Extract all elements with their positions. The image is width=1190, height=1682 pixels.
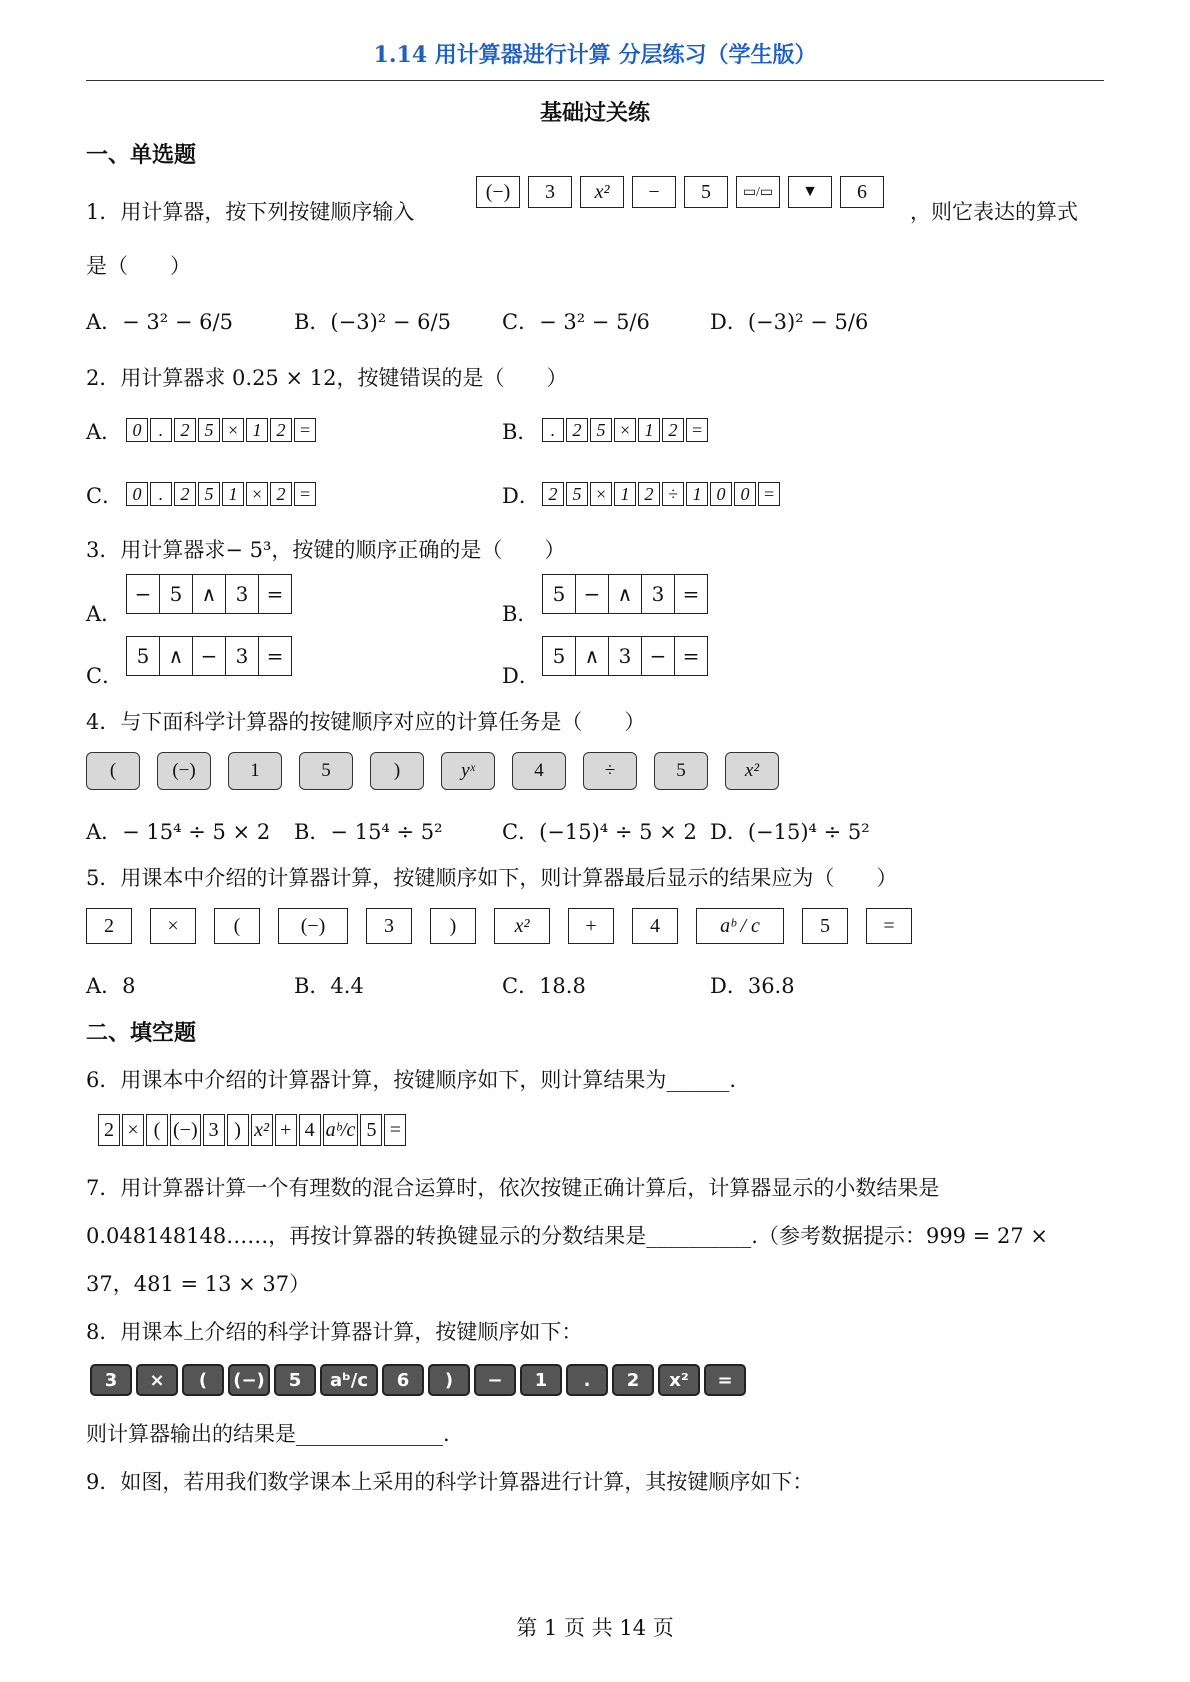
q8-key: 2 — [612, 1364, 654, 1396]
q1-text-b: ，则它表达的算式 — [910, 200, 1078, 224]
q2-label-d: D． — [502, 484, 540, 508]
q6-text: 6．用课本中介绍的计算器计算，按键顺序如下，则计算结果为______. — [86, 1068, 737, 1092]
q1-key: ▭/▭ — [736, 176, 780, 208]
q4-key: 4 — [512, 752, 566, 790]
q1-key: − — [632, 176, 676, 208]
q8-key: 5 — [274, 1364, 316, 1396]
q2-key: 2 — [542, 482, 564, 506]
q3-text: 3．用计算器求− 5³，按键的顺序正确的是（ ） — [86, 538, 566, 562]
q3-key: 5 — [127, 637, 160, 675]
q2-option-a-keys — [126, 418, 318, 442]
q5-key: ( — [214, 908, 260, 944]
q3-key: ∧ — [193, 575, 226, 613]
header-rule — [86, 80, 1104, 81]
q3-key: 3 — [226, 575, 259, 613]
q1-key: 3 — [528, 176, 572, 208]
q4-key: (−) — [157, 752, 211, 790]
section-heading-fill-blank: 二、填空题 — [86, 1020, 197, 1046]
q8-key: ) — [428, 1364, 470, 1396]
q3-key: 5 — [543, 575, 576, 613]
section-subtitle: 基础过关练 — [539, 100, 650, 126]
q1-text-c: 是（ ） — [86, 254, 191, 278]
q4-option-c: C．(−15)⁴ ÷ 5 × 2 — [502, 820, 697, 844]
q8-key: 1 — [520, 1364, 562, 1396]
q5-key-sequence — [86, 908, 930, 944]
q6-key: = — [384, 1114, 406, 1146]
q4-text: 4．与下面科学计算器的按键顺序对应的计算任务是（ ） — [86, 710, 646, 734]
q5-key: ) — [430, 908, 476, 944]
q2-label-b: B． — [502, 420, 539, 444]
q3-key: = — [266, 582, 284, 606]
q3-option-b-keys — [542, 574, 708, 614]
q2-key: 0 — [710, 482, 732, 506]
q2-key: 1 — [686, 482, 708, 506]
q5-key: x² — [494, 908, 550, 944]
q1-option-c: C．− 3² − 5/6 — [502, 310, 650, 334]
q3-key: ∧ — [609, 575, 642, 613]
q5-key: 3 — [366, 908, 412, 944]
q5-key: 5 — [802, 908, 848, 944]
q2-key: 5 — [566, 482, 588, 506]
q8-key-sequence — [90, 1364, 750, 1396]
q2-key: 5 — [590, 418, 612, 442]
q1-option-d: D．(−3)² − 5/6 — [710, 310, 869, 334]
q2-key: 2 — [566, 418, 588, 442]
q5-key: = — [866, 908, 912, 944]
q2-key: 1 — [246, 418, 268, 442]
q8-key: × — [136, 1364, 178, 1396]
q3-key: ∧ — [576, 637, 609, 675]
q5-key: (−) — [278, 908, 348, 944]
q2-key: 5 — [198, 418, 220, 442]
q1-key: 5 — [684, 176, 728, 208]
q8-key: aᵇ/c — [320, 1364, 378, 1396]
q2-key: = — [294, 418, 316, 442]
q4-key: ) — [370, 752, 424, 790]
q2-option-d-keys — [542, 482, 782, 506]
q3-option-d-keys — [542, 636, 708, 676]
q2-key: 0 — [734, 482, 756, 506]
q8-key: x² — [658, 1364, 700, 1396]
q8-after-text: 则计算器输出的结果是______________. — [86, 1422, 450, 1446]
q5-text: 5．用课本中介绍的计算器计算，按键顺序如下，则计算器最后显示的结果应为（ ） — [86, 866, 898, 890]
q8-key: ( — [182, 1364, 224, 1396]
q3-option-a-keys — [126, 574, 292, 614]
q8-key: . — [566, 1364, 608, 1396]
q6-key: 5 — [360, 1114, 382, 1146]
q2-key: × — [590, 482, 612, 506]
q3-key: − — [642, 637, 675, 675]
q4-option-b: B．− 15⁴ ÷ 5² — [294, 820, 443, 844]
q5-key: aᵇ / c — [696, 908, 784, 944]
q8-key: − — [474, 1364, 516, 1396]
q8-key: = — [704, 1364, 746, 1396]
q5-key: 4 — [632, 908, 678, 944]
q3-key: 3 — [226, 637, 259, 675]
q8-key: 3 — [90, 1364, 132, 1396]
q5-option-b: B．4.4 — [294, 974, 364, 998]
q1-option-b: B．(−3)² − 6/5 — [294, 310, 451, 334]
q2-label-c: C． — [86, 484, 124, 508]
section-heading-single-choice: 一、单选题 — [86, 142, 197, 168]
q6-key: 3 — [203, 1114, 225, 1146]
q2-key: 1 — [222, 482, 244, 506]
q2-key: 2 — [174, 418, 196, 442]
q6-key: ( — [146, 1114, 168, 1146]
q2-key: . — [542, 418, 564, 442]
q6-key: x² — [251, 1114, 273, 1146]
q7-line-1: 7．用计算器计算一个有理数的混合运算时，依次按键正确计算后，计算器显示的小数结果是 — [86, 1176, 940, 1200]
q5-option-c: C．18.8 — [502, 974, 586, 998]
q2-option-b-keys — [542, 418, 710, 442]
q2-key: . — [150, 482, 172, 506]
q2-key: 2 — [174, 482, 196, 506]
q3-key: 3 — [642, 575, 675, 613]
q3-key: = — [266, 644, 284, 668]
q4-key: 5 — [299, 752, 353, 790]
q8-key: 6 — [382, 1364, 424, 1396]
q8-key: (−) — [228, 1364, 270, 1396]
q5-option-a: A．8 — [86, 974, 136, 998]
q4-key: x² — [725, 752, 779, 790]
q5-option-d: D．36.8 — [710, 974, 795, 998]
q4-key-sequence — [86, 752, 796, 790]
q6-key: 2 — [98, 1114, 120, 1146]
q5-key: 2 — [86, 908, 132, 944]
q6-key: ) — [227, 1114, 249, 1146]
q1-key: ▼ — [788, 176, 832, 208]
q2-key: 2 — [270, 482, 292, 506]
q3-key: 3 — [609, 637, 642, 675]
q6-key: 4 — [299, 1114, 321, 1146]
q2-key: × — [222, 418, 244, 442]
q9-text: 9．如图，若用我们数学课本上采用的科学计算器进行计算，其按键顺序如下： — [86, 1470, 814, 1494]
q2-option-c-keys — [126, 482, 318, 506]
q2-key: ÷ — [662, 482, 684, 506]
q1-key: x² — [580, 176, 624, 208]
q2-key: = — [686, 418, 708, 442]
q3-label-c: C． — [86, 664, 124, 688]
q1-option-a: A．− 3² − 6/5 — [86, 310, 233, 334]
q2-key: 2 — [638, 482, 660, 506]
q2-key: × — [614, 418, 636, 442]
q4-key: 1 — [228, 752, 282, 790]
q3-key: = — [682, 582, 700, 606]
q2-key: = — [294, 482, 316, 506]
q8-text: 8．用课本上介绍的科学计算器计算，按键顺序如下： — [86, 1320, 583, 1344]
q5-key: × — [150, 908, 196, 944]
q2-label-a: A． — [86, 420, 123, 444]
q1-text-a: 1．用计算器，按下列按键顺序输入 — [86, 200, 415, 224]
q1-key: 6 — [840, 176, 884, 208]
q4-key: ( — [86, 752, 140, 790]
q3-key: ∧ — [160, 637, 193, 675]
q2-key: = — [758, 482, 780, 506]
q3-key: − — [576, 575, 609, 613]
q6-key: × — [122, 1114, 144, 1146]
q4-key: yˣ — [441, 752, 495, 790]
q3-key: − — [193, 637, 226, 675]
q2-key: 0 — [126, 418, 148, 442]
q3-key: = — [682, 644, 700, 668]
q3-option-c-keys — [126, 636, 292, 676]
q3-label-a: A． — [86, 602, 123, 626]
q2-text: 2．用计算器求 0.25 × 12，按键错误的是（ ） — [86, 366, 568, 390]
q7-line-3: 37，481 = 13 × 37） — [86, 1272, 311, 1296]
q6-key: + — [275, 1114, 297, 1146]
q4-key: 5 — [654, 752, 708, 790]
q3-label-d: D． — [502, 664, 540, 688]
q2-key: 5 — [198, 482, 220, 506]
document-title: 1.14 用计算器进行计算 分层练习（学生版） — [373, 42, 817, 68]
q2-key: . — [150, 418, 172, 442]
q1-key-sequence — [476, 176, 892, 208]
q3-key: 5 — [543, 637, 576, 675]
q2-key: 1 — [614, 482, 636, 506]
q7-line-2: 0.048148148……，再按计算器的转换键显示的分数结果是__________.（参考数据提示：999 = 27 × — [86, 1224, 1048, 1248]
q2-key: 0 — [126, 482, 148, 506]
q4-option-d: D．(−15)⁴ ÷ 5² — [710, 820, 870, 844]
q3-key: 5 — [160, 575, 193, 613]
q4-option-a: A．− 15⁴ ÷ 5 × 2 — [86, 820, 271, 844]
q5-key: + — [568, 908, 614, 944]
q6-key: aᵇ/c — [323, 1114, 359, 1146]
q6-key-sequence — [98, 1114, 408, 1146]
q2-key: 2 — [270, 418, 292, 442]
q3-key: − — [127, 575, 160, 613]
q2-key: × — [246, 482, 268, 506]
q2-key: 2 — [662, 418, 684, 442]
q4-key: ÷ — [583, 752, 637, 790]
q3-label-b: B． — [502, 602, 539, 626]
page-footer: 第 1 页 共 14 页 — [516, 1616, 674, 1640]
q6-key: (−) — [170, 1114, 201, 1146]
q2-key: 1 — [638, 418, 660, 442]
q1-key: (−) — [476, 176, 520, 208]
